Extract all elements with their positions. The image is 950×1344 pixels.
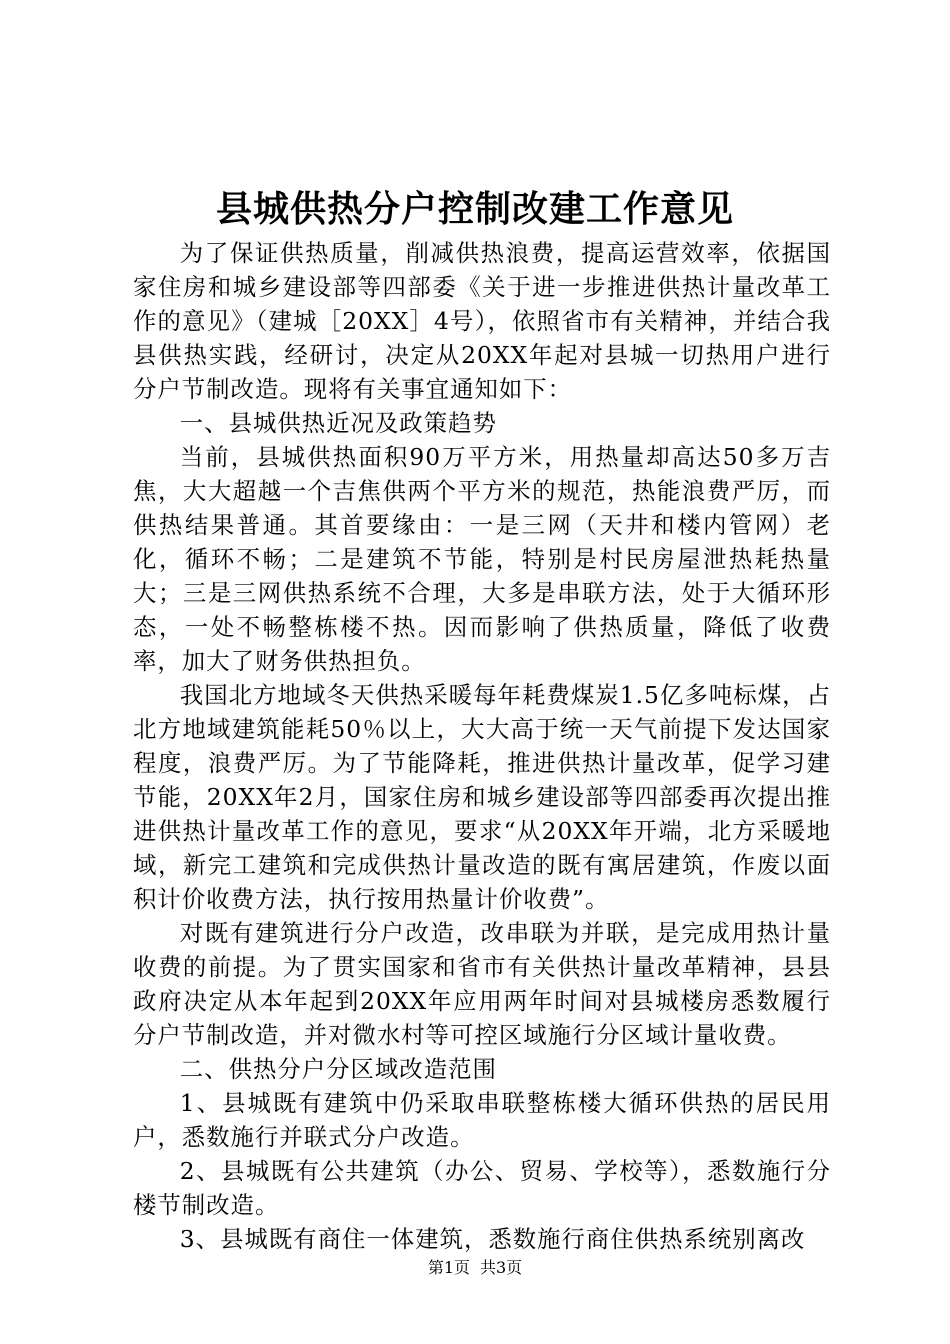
body-paragraph: 当前，县城供热面积90万平方米，用热量却高达50多万吉焦，大大超越一个吉焦供两个平方米的规范，热能浪费严厉，而供热结果普通。其首要缘由：一是三网（天井和楼内管网）老化，循环不畅；二是建筑不节能，特别是村民房屋泄热耗热量大；三是三网供热系统不合理，大多是串联方法，处于大循环形态，一处不畅整栋楼不热。因而影响了供热质量，降低了收费率，加大了财务供热担负。 <box>133 443 831 675</box>
body-paragraph: 对既有建筑进行分户改造，改串联为并联，是完成用热计量收费的前提。为了贯实国家和省市有关供热计量改革精神，县县政府决定从本年起到20XX年应用两年时间对县城楼房悉数履行分户节制改造，并对微水村等可控区域施行分区域计量收费。 <box>133 919 831 1049</box>
document-title: 县城供热分户控制改建工作意见 <box>215 188 734 230</box>
section-heading-2: 二、供热分户分区域改造范围 <box>179 1055 497 1083</box>
list-item: 2、县城既有公共建筑（办公、贸易、学校等），悉数施行分楼节制改造。 <box>133 1157 831 1219</box>
list-item: 3、县城既有商住一体建筑，悉数施行商住供热系统别离改 <box>179 1225 806 1253</box>
section-heading-1: 一、县城供热近况及政策趋势 <box>179 409 497 437</box>
page-total: 共3页 <box>480 1258 523 1277</box>
body-paragraph: 我国北方地域冬天供热采暖每年耗费煤炭1.5亿多吨标煤，占北方地域建筑能耗50％以上，大大高于统一天气前提下发达国家程度，浪费严厉。为了节能降耗，推进供热计量改革，促学习建节能，20XX年2月，国家住房和城乡建设部等四部委再次提出推进供热计量改革工作的意见，要求“从20XX年开端，北方采暖地域，新完工建筑和完成供热计量改造的既有寓居建筑，作废以面积计价收费方法，执行按用热量计价收费”。 <box>133 681 831 913</box>
page-number: 第1页 <box>427 1258 470 1277</box>
page-footer <box>0 1256 950 1280</box>
intro-paragraph: 为了保证供热质量，削减供热浪费，提高运营效率，依据国家住房和城乡建设部等四部委《关于进一步推进供热计量改革工作的意见》（建城［20XX］4号），依照省市有关精神，并结合我县供热实践，经研讨，决定从20XX年起对县城一切热用户进行分户节制改造。现将有关事宜通知如下： <box>133 239 831 403</box>
document-body <box>133 236 831 1256</box>
list-item: 1、县城既有建筑中仍采取串联整栋楼大循环供热的居民用户，悉数施行并联式分户改造。 <box>133 1089 831 1151</box>
